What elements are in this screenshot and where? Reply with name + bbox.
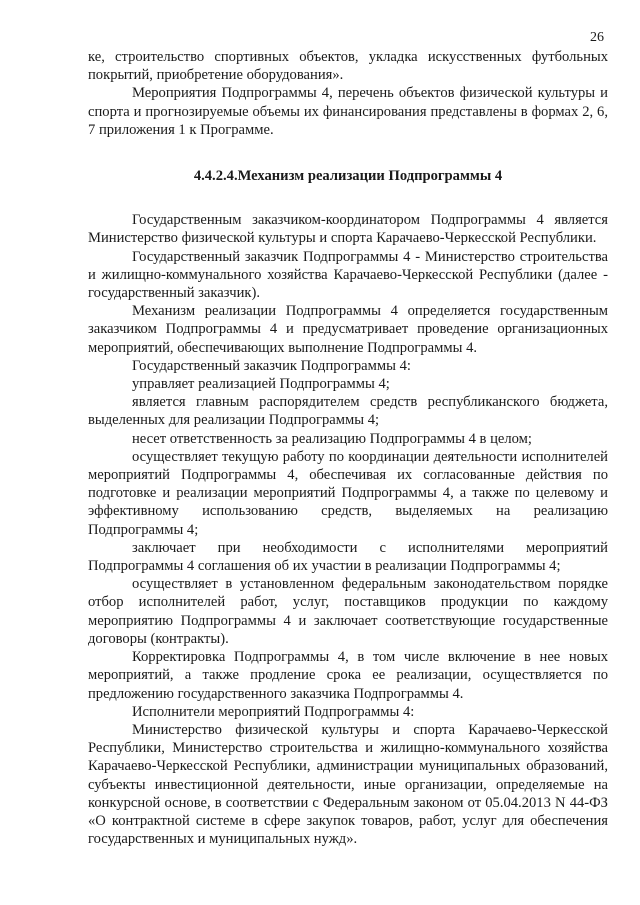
paragraph: Корректировка Подпрограммы 4, в том числе включение в нее новых мероприятий, а также продление срока ее реализации, осуществляется по предложению государственного заказчика Подпрограммы 4. [88,649,608,702]
list-item: является главным распорядителем средств республиканского бюджета, выделенных для реализации Подпрограммы 4; [88,394,608,429]
paragraph: Мероприятия Подпрограммы 4, перечень объектов физической культуры и спорта и прогнозируемые объемы их финансирования представлены в формах 2, 6, 7 приложения 1 к Программе. [88,85,608,138]
list-item: осуществляет в установленном федеральным законодательством порядке отбор исполнителей работ, услуг, поставщиков продукции по каждому мероприятию Подпрограммы 4 и заключает соответствующие государственные договоры (контракты). [88,576,608,647]
paragraph: ке, строительство спортивных объектов, укладка искусственных футбольных покрытий, приобретение оборудования». [88,49,608,84]
page-number: 26 [590,30,604,45]
paragraph: Государственный заказчик Подпрограммы 4 - Министерство строительства и жилищно-коммунального хозяйства Карачаево-Черкесской Республики (далее - государственный заказчик). [88,248,608,302]
paragraph: Механизм реализации Подпрограммы 4 определяется государственным заказчиком Подпрограммы 4 и предусматривает проведение организационных мероприятий, обеспечивающих выполнение Подпрограммы 4. [88,303,608,356]
paragraph: Исполнители мероприятий Подпрограммы 4: [132,703,415,720]
paragraph: Министерство физической культуры и спорта Карачаево-Черкесской Республики, Министерство строительства и жилищно-коммунального хозяйства Карачаево-Черкесской Республики, администрации муниципальных образований, субъекты инвестиционной деятельности, иные организации, определяемые на конкурсной основе, в соответствии с Федеральным законом от 05.04.2013 N 44-ФЗ «О контрактной системе в сфере закупок товаров, работ, услуг для обеспечения государственных и муниципальных нужд». [88,721,608,848]
section-heading: 4.4.2.4.Механизм реализации Подпрограммы 4 [193,168,503,185]
paragraph: Государственным заказчиком-координатором Подпрограммы 4 является Министерство физической культуры и спорта Карачаево-Черкесской Республики. [88,212,608,247]
list-item: заключает при необходимости с исполнителями мероприятий Подпрограммы 4 соглашения об их участии в реализации Подпрограммы 4; [88,539,608,575]
list-item: осуществляет текущую работу по координации деятельности исполнителей мероприятий Подпрограммы 4, обеспечивая их согласованные действия по подготовке и реализации мероприятий Подпрограммы 4, а также по целевому и эффективному использованию средств, выделяемых на реализацию Подпрограммы 4; [88,448,608,538]
paragraph: Государственный заказчик Подпрограммы 4: [132,357,411,374]
list-item: несет ответственность за реализацию Подпрограммы 4 в целом; [132,430,532,447]
list-item: управляет реализацией Подпрограммы 4; [132,376,390,393]
document-body [88,48,608,848]
